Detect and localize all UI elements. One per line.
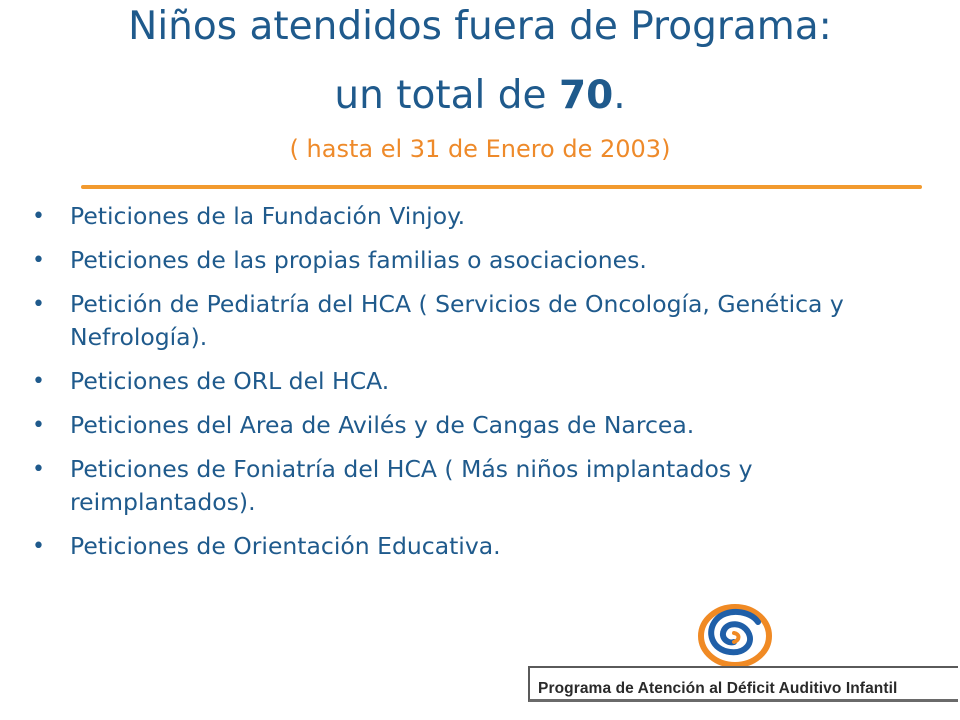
bullet-dot-icon: •	[32, 369, 45, 394]
spiral-logo-icon	[688, 600, 788, 672]
bullet-item	[32, 365, 932, 398]
bullet-item	[32, 288, 932, 354]
title-divider	[81, 185, 922, 189]
title-total-prefix: un total de	[334, 73, 559, 118]
bullet-dot-icon: •	[32, 457, 45, 482]
bullet-item	[32, 200, 932, 233]
bullet-text: Peticiones de la Fundación Vinjoy.	[70, 202, 466, 230]
bullet-dot-icon: •	[32, 204, 45, 229]
bullet-dot-icon: •	[32, 534, 45, 559]
bullet-item	[32, 244, 932, 277]
program-name: Programa de Atención al Déficit Auditivo Infantil	[538, 680, 898, 697]
bullet-dot-icon: •	[32, 248, 45, 273]
slide-title-line-2	[0, 72, 960, 120]
bullet-text: Petición de Pediatría del HCA ( Servicios de Oncología, Genética y Nefrología).	[70, 290, 844, 351]
bullet-text: Peticiones de Foniatría del HCA ( Más niños implantados y reimplantados).	[70, 455, 753, 516]
bullet-dot-icon: •	[32, 413, 45, 438]
bullet-list	[32, 200, 932, 574]
title-total-number: 70	[558, 73, 614, 118]
bullet-text: Peticiones del Area de Avilés y de Cangas de Narcea.	[70, 411, 695, 439]
bullet-item	[32, 453, 932, 519]
bullet-item	[32, 409, 932, 442]
program-logo	[528, 600, 960, 720]
bullet-text: Peticiones de las propias familias o asociaciones.	[70, 246, 647, 274]
bullet-text: Peticiones de ORL del HCA.	[70, 367, 390, 395]
bullet-text: Peticiones de Orientación Educativa.	[70, 532, 501, 560]
bullet-dot-icon: •	[32, 292, 45, 317]
slide-title-line-1: Niños atendidos fuera de Programa:	[128, 4, 832, 49]
title-total-suffix: .	[613, 73, 626, 118]
slide-subtitle-date: ( hasta el 31 de Enero de 2003)	[289, 135, 671, 163]
bullet-item	[32, 530, 932, 563]
